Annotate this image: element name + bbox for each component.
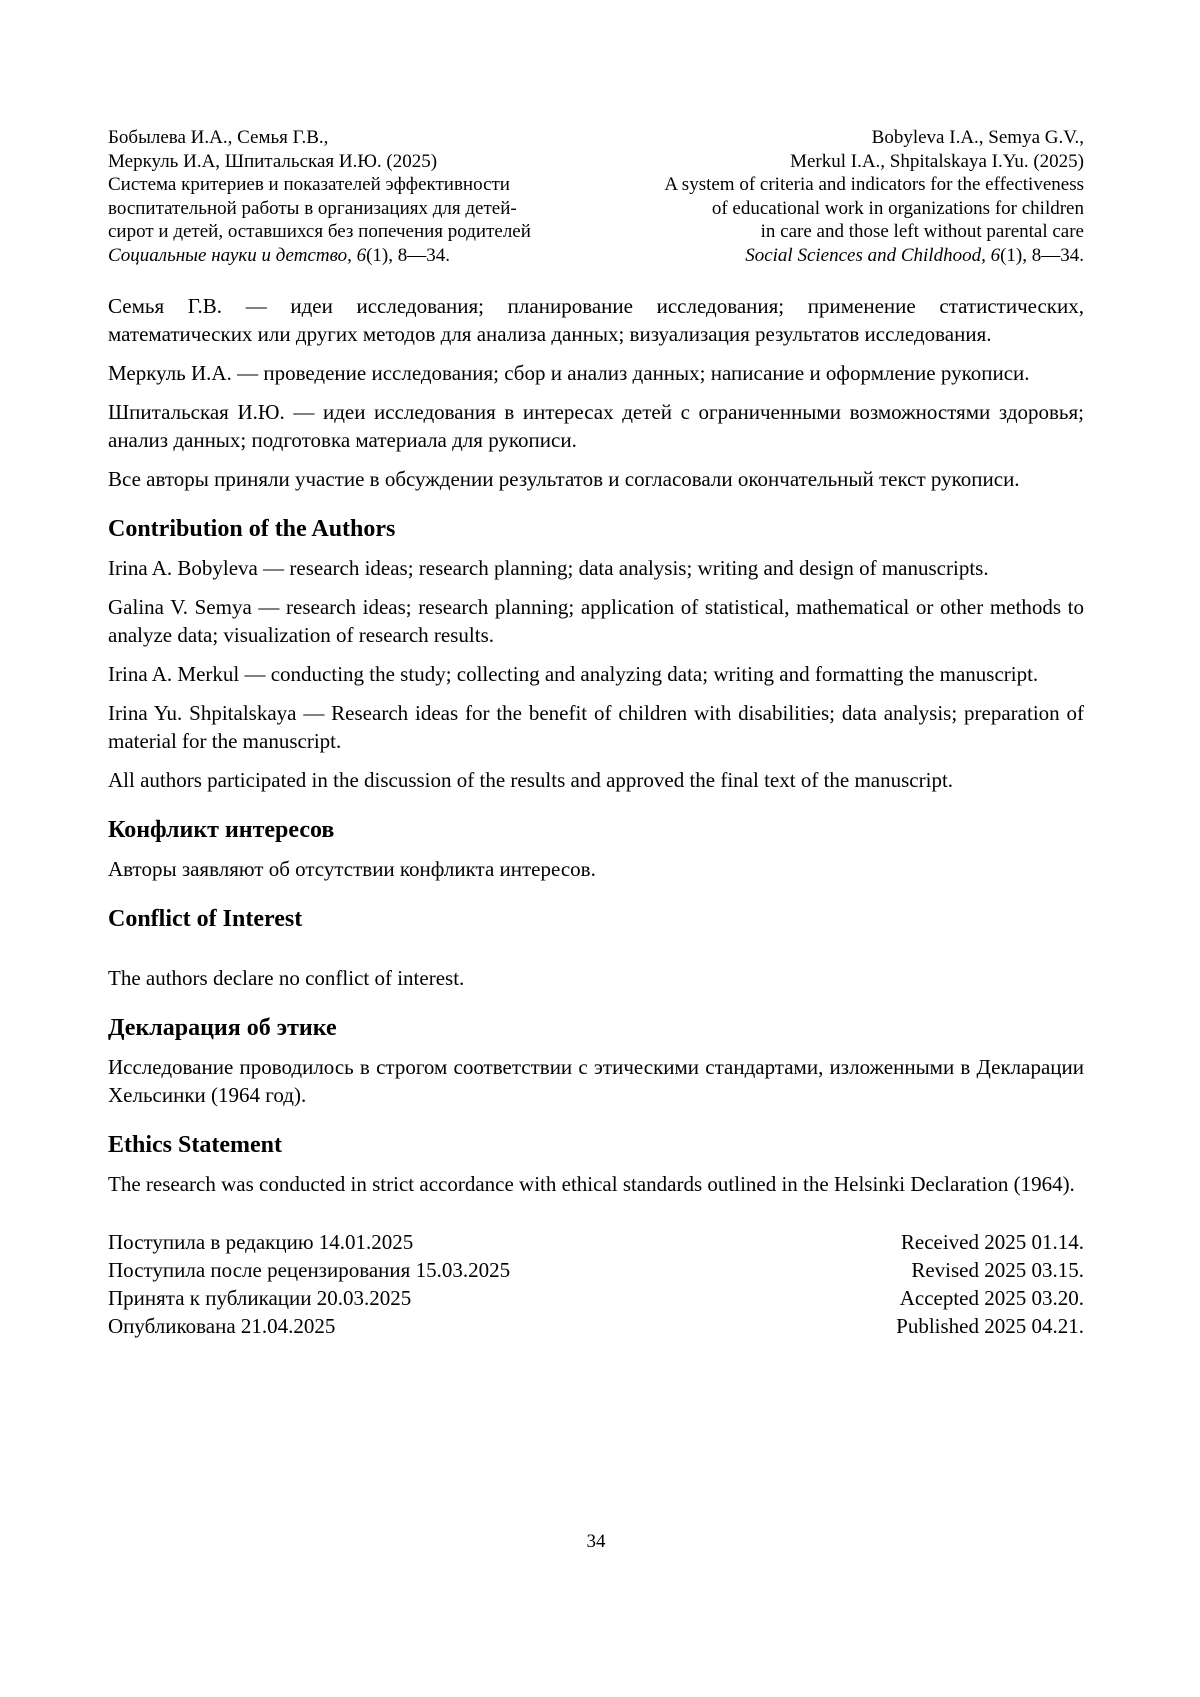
section-heading-ethics-ru: Декларация об этике <box>108 1015 337 1041</box>
paragraph-contribution-ru: Семья Г.В. — идеи исследования; планирование исследования; применение статистических, математических или других методов для анализа данных; визуализация результатов исследования. <box>108 294 1084 346</box>
date-published-ru: Опубликована 21.04.2025 <box>108 1314 336 1338</box>
paragraph-contribution-en: Irina Yu. Shpitalskaya — Research ideas for the benefit of children with disabilities; data analysis; preparation of material for the manuscript. <box>108 701 1084 753</box>
paragraph-contribution-en: Galina V. Semya — research ideas; research planning; application of statistical, mathematical or other methods to analyze data; visualization of research results. <box>108 595 1084 647</box>
date-received-ru: Поступила в редакцию 14.01.2025 <box>108 1230 414 1254</box>
paragraph-contribution-ru: Шпитальская И.Ю. — идеи исследования в интересах детей с ограниченными возможностями здоровья; анализ данных; подготовка материала для рукописи. <box>108 400 1084 452</box>
citation-ru <box>108 126 531 267</box>
citation-line: of educational work in organizations for children <box>711 197 1084 219</box>
ethics-en-section <box>108 1130 1084 1198</box>
citation-journal-line <box>108 244 531 268</box>
paragraph-ethics-ru: Исследование проводилось в строгом соответствии с этическими стандартами, изложенными в Декларации Хельсинки (1964 год). <box>108 1055 1084 1107</box>
citation-line: сирот и детей, оставшихся без попечения родителей <box>108 221 531 242</box>
citation-header <box>108 126 1084 267</box>
contribution-en-section <box>108 514 1084 794</box>
dates-en <box>896 1228 1084 1340</box>
paragraph-contribution-en: Irina A. Merkul — conducting the study; collecting and analyzing data; writing and formatting the manuscript. <box>108 662 1039 686</box>
date-received-en: Received 2025 01.14. <box>900 1230 1084 1254</box>
page-content <box>108 126 1084 1340</box>
citation-en <box>664 126 1084 267</box>
paragraph-ethics-en: The research was conducted in strict accordance with ethical standards outlined in the Helsinki Declaration (1964). <box>108 1172 1075 1196</box>
journal-issue-en: (1), 8—34. <box>1000 244 1084 266</box>
paragraph-contribution-ru: Все авторы приняли участие в обсуждении результатов и согласовали окончательный текст рукописи. <box>108 467 1020 491</box>
section-heading-conflict-en: Conflict of Interest <box>108 906 303 932</box>
paragraph-conflict-ru: Авторы заявляют об отсутствии конфликта интересов. <box>108 857 596 881</box>
citation-line: A system of criteria and indicators for the effectiveness <box>664 174 1084 195</box>
section-heading-conflict-ru: Конфликт интересов <box>108 817 335 843</box>
dates-ru <box>108 1228 510 1340</box>
section-heading-ethics-en: Ethics Statement <box>108 1132 282 1158</box>
dates-block <box>108 1228 1084 1340</box>
date-published-en: Published 2025 04.21. <box>896 1314 1084 1338</box>
citation-line: Меркуль И.А, Шпитальская И.Ю. (2025) <box>108 150 438 172</box>
paragraph-conflict-en: The authors declare no conflict of interest. <box>108 966 465 990</box>
ethics-ru-section <box>108 1013 1084 1109</box>
citation-line: Bobyleva I.A., Semya G.V., <box>871 127 1084 148</box>
paragraph-contribution-en: Irina A. Bobyleva — research ideas; research planning; data analysis; writing and design of manuscripts. <box>108 556 989 580</box>
conflict-en-section <box>108 904 1084 992</box>
citation-line: воспитательной работы в организациях для детей- <box>108 197 517 219</box>
paragraph-contribution-en: All authors participated in the discussion of the results and approved the final text of the manuscript. <box>108 768 954 792</box>
date-accepted-ru: Принята к публикации 20.03.2025 <box>108 1286 412 1310</box>
journal-issue-ru: (1), 8—34. <box>366 244 451 266</box>
conflict-ru-section <box>108 815 1084 883</box>
citation-journal-line <box>664 244 1084 268</box>
page-number: 34 <box>586 1531 606 1552</box>
citation-line: Система критериев и показателей эффективности <box>108 174 510 195</box>
date-revised-en: Revised 2025 03.15. <box>911 1258 1084 1282</box>
paragraph-contribution-ru: Меркуль И.А. — проведение исследования; сбор и анализ данных; написание и оформление рукописи. <box>108 361 1030 385</box>
citation-line: Бобылева И.А., Семья Г.В., <box>108 127 329 148</box>
journal-title-ru: Социальные науки и детство, 6 <box>108 244 367 266</box>
citation-line: in care and those left without parental care <box>760 221 1084 242</box>
section-heading-contribution: Contribution of the Authors <box>108 516 396 542</box>
journal-title-en: Social Sciences and Childhood, 6 <box>745 244 1001 266</box>
citation-line: Merkul I.A., Shpitalskaya I.Yu. (2025) <box>790 150 1084 172</box>
contribution-ru-section <box>108 292 1084 493</box>
date-revised-ru: Поступила после рецензирования 15.03.2025 <box>108 1258 511 1282</box>
date-accepted-en: Accepted 2025 03.20. <box>899 1286 1084 1310</box>
